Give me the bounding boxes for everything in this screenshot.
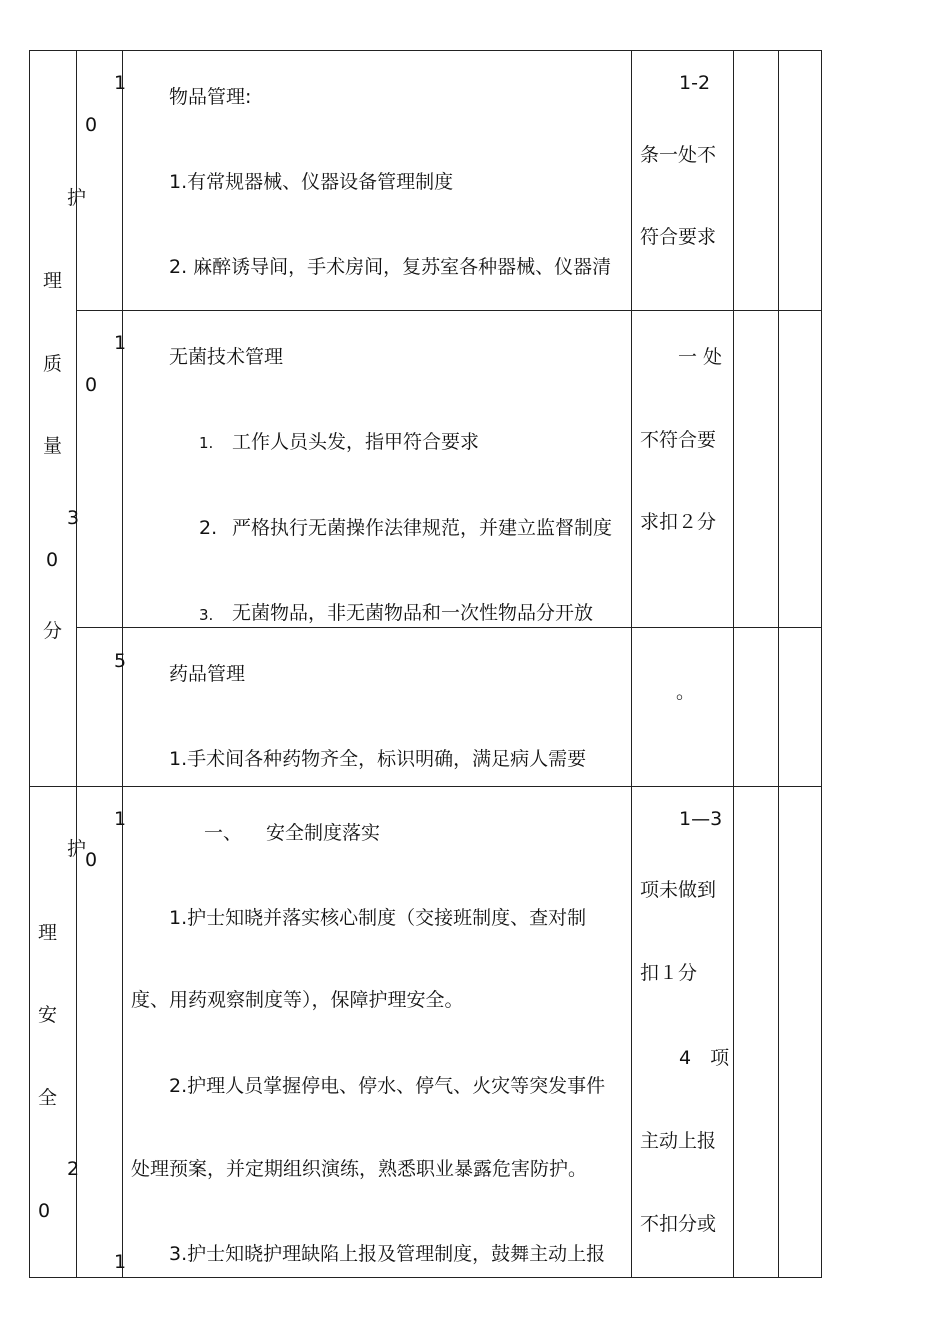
col-border: [29, 50, 30, 1278]
criteria-text: 一 处: [678, 346, 723, 368]
criteria-text: 主动上报: [640, 1130, 717, 1152]
item-text: 处理预案，并定期组织演练，熟悉职业暴露危害防护。: [131, 1158, 588, 1180]
row-divider: [76, 627, 822, 628]
category-char: 2: [67, 1158, 80, 1180]
col-border: [778, 50, 779, 1278]
col-border: [631, 50, 632, 1278]
criteria-text: 条一处不: [640, 144, 717, 166]
category-char: 理: [43, 270, 63, 292]
item-text: 1.手术间各种药物齐全，标识明确，满足病人需要: [169, 748, 587, 770]
row-title: 药品管理: [169, 663, 246, 685]
category-char: 全: [38, 1087, 58, 1109]
criteria-text: 不符合要: [640, 429, 717, 451]
item-number: 2.: [199, 517, 218, 539]
row-title: 物品管理:: [169, 86, 252, 108]
row-title: 无菌技术管理: [169, 346, 284, 368]
criteria-text: 4 项: [679, 1047, 730, 1069]
item-text: 1.护士知晓并落实核心制度（交接班制度、查对制: [169, 907, 587, 929]
item-number: 3.: [199, 606, 214, 624]
category-char: 3: [67, 507, 80, 529]
score-digit: 5: [114, 650, 127, 672]
item-text: 2.护理人员掌握停电、停水、停气、火灾等突发事件: [169, 1075, 606, 1097]
score-digit: 1: [114, 1251, 127, 1273]
heading-number: 一、: [204, 822, 243, 844]
category-char: 分: [43, 620, 63, 642]
table-bottom-border: [29, 1277, 822, 1278]
category-char: 质: [43, 353, 63, 375]
criteria-text: 。: [676, 681, 696, 703]
col-border: [76, 50, 77, 1278]
section-divider: [29, 786, 822, 787]
item-text: 度、用药观察制度等），保障护理安全。: [131, 989, 464, 1011]
score-digit: 0: [85, 849, 98, 871]
criteria-text: 扣１分: [640, 962, 698, 984]
category-char: 安: [38, 1004, 58, 1026]
criteria-text: 不扣分或: [640, 1213, 717, 1235]
item-text: 严格执行无菌操作法律规范，并建立监督制度: [232, 517, 613, 539]
score-digit: 0: [85, 374, 98, 396]
row-divider: [76, 310, 822, 311]
category-char: 量: [43, 435, 63, 457]
row-title: 安全制度落实: [266, 822, 381, 844]
col-border: [821, 50, 822, 1278]
criteria-text: 项未做到: [640, 879, 717, 901]
item-clip: [169, 253, 629, 287]
criteria-text: 1—3: [679, 808, 723, 830]
criteria-text: 符合要求: [640, 226, 717, 248]
category-char: 护: [67, 187, 87, 209]
score-digit: 0: [85, 114, 98, 136]
score-digit: 1: [114, 808, 127, 830]
category-char: 0: [38, 1200, 51, 1222]
item-text: 2. 麻醉诱导间，手术房间，复苏室各种器械、仪器清: [169, 256, 612, 278]
item-text: 工作人员头发，指甲符合要求: [232, 431, 480, 453]
score-digit: 1: [114, 332, 127, 354]
col-border: [733, 50, 734, 1278]
item-number: 1.: [199, 434, 214, 452]
category-char: 护: [67, 838, 87, 860]
item-text: 3.护士知晓护理缺陷上报及管理制度，鼓舞主动上报: [169, 1243, 606, 1265]
category-char: 0: [46, 549, 59, 571]
item-text: 无菌物品，非无菌物品和一次性物品分开放: [232, 602, 594, 624]
category-char: 理: [38, 922, 58, 944]
criteria-text: 1-2: [679, 72, 711, 94]
table-top-border: [29, 50, 822, 51]
criteria-text: 求扣２分: [640, 511, 717, 533]
item-text: 1.有常规器械、仪器设备管理制度: [169, 171, 454, 193]
score-digit: 1: [114, 72, 127, 94]
